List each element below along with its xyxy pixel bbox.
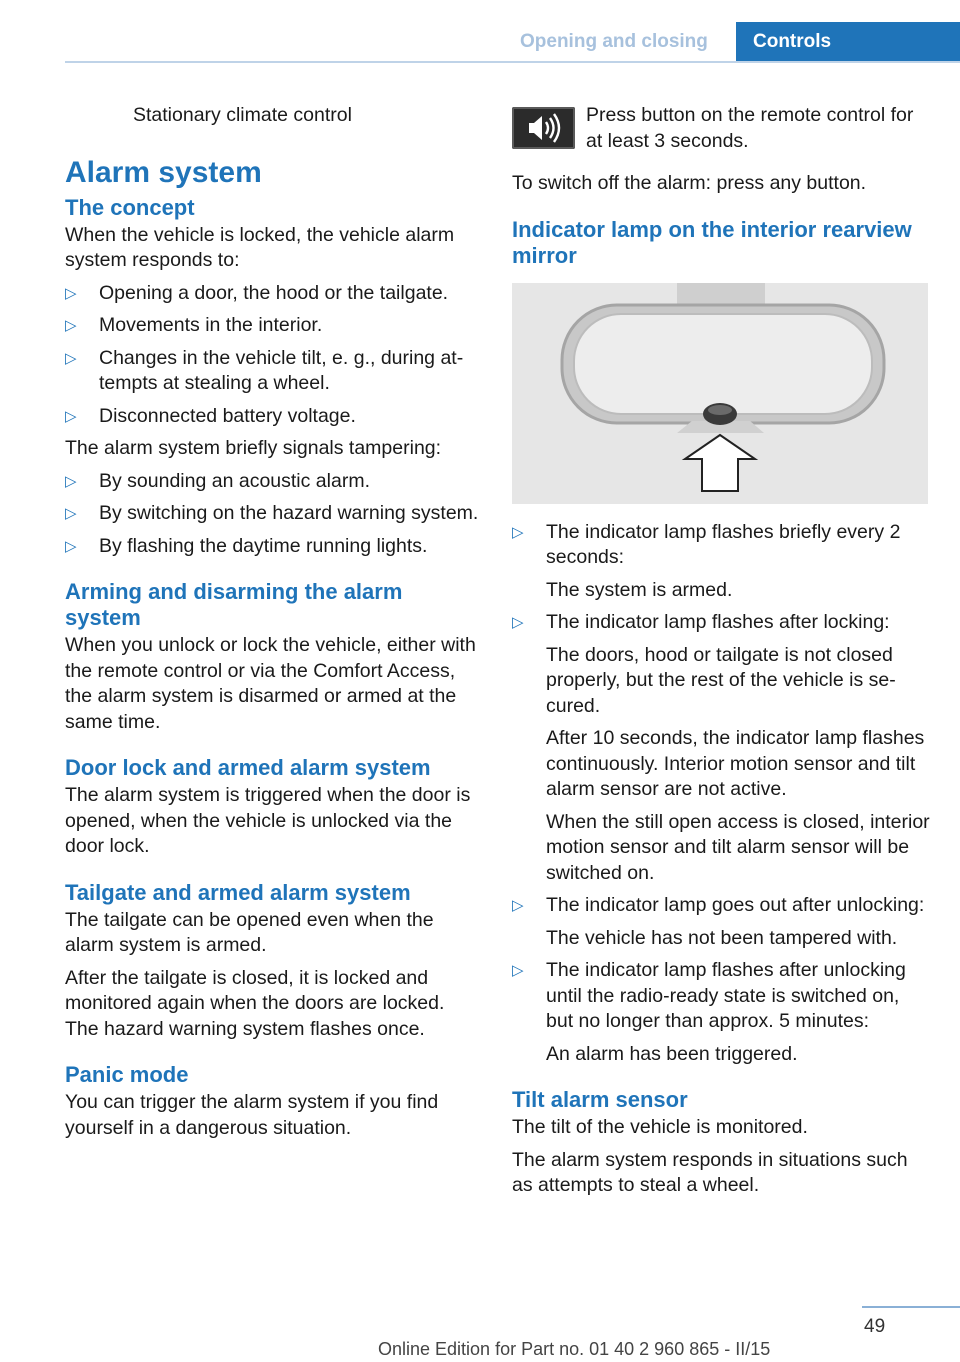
bullet-icon: ▷	[512, 614, 524, 631]
tailgate-text2: After the tailgate is closed, it is locked and monitored again when the doors are locked. The hazard warning system flashes once.	[65, 966, 445, 1040]
concept-heading: The concept	[65, 194, 195, 220]
list-item: ▷ Changes in the vehicle tilt, e. g., during attempts at stealing a wheel.	[65, 346, 464, 394]
header-tab	[736, 22, 960, 63]
intro-text: Stationary climate control	[133, 104, 352, 126]
tailgate-heading: Tailgate and armed alarm system	[65, 879, 411, 905]
list-item: ▷ Opening a door, the hood or the tailgate.	[65, 281, 481, 307]
concept-list	[65, 281, 481, 430]
speaker-icon	[512, 107, 575, 149]
bullet-icon: ▷	[65, 407, 77, 425]
header-rule	[65, 61, 960, 63]
bullet-icon: ▷	[65, 472, 77, 490]
left-column	[65, 103, 481, 1148]
edition-text: Online Edition for Part no. 01 40 2 960 865 - II/15	[378, 1339, 771, 1359]
rearview-mirror-image	[512, 283, 928, 504]
list-item: ▷ The indicator lamp flashes after unlocking until the radio-ready state is switched on, but no longer than approx. 5 minutes: An alarm has been triggered.	[512, 959, 906, 1065]
footer-rule	[862, 1306, 960, 1308]
button-note-text: Press button on the remote control for at least 3 seconds.	[586, 104, 914, 152]
button-note	[512, 103, 930, 157]
tilt-heading: Tilt alarm sensor	[512, 1087, 688, 1112]
arming-heading: Arming and disarming the alarm system	[65, 579, 403, 630]
page-number: 49	[864, 1316, 886, 1337]
concept-text2: The alarm system briefly signals tampering:	[65, 437, 442, 459]
bullet-icon: ▷	[512, 962, 524, 979]
panic-heading: Panic mode	[65, 1062, 189, 1087]
list-item: ▷ Disconnected battery voltage.	[65, 404, 481, 430]
page-title: Alarm system	[65, 155, 262, 189]
list-item: ▷ By flashing the daytime running lights.	[65, 534, 481, 560]
arming-text: When you unlock or lock the vehicle, either with the remote control or via the Comfort Access, the alarm system is disarmed or armed at the same time.	[65, 634, 476, 733]
bullet-icon: ▷	[512, 897, 524, 914]
list-item: ▷ The indicator lamp flashes after locking: The doors, hood or tailgate is not closed properly, but the rest of the vehicle is secured. After 10 seconds, the indicator lamp flashes continuously. Interior motion sensor and tilt alarm sensor are not active. When the still open access is closed, interior motion sensor and tilt alarm sensor will be switched on.	[512, 611, 930, 884]
panic-text: You can trigger the alarm system if you find yourself in a dangerous situation.	[65, 1091, 439, 1139]
doorlock-text: The alarm system is triggered when the door is opened, when the vehicle is unlocked via the door lock.	[65, 784, 471, 857]
bullet-icon: ▷	[65, 505, 77, 522]
bullet-icon: ▷	[65, 537, 77, 555]
tilt-text1: The tilt of the vehicle is monitored.	[512, 1116, 808, 1138]
right-column	[512, 103, 930, 1206]
header-tab-label: Controls	[753, 31, 832, 52]
indicator-list	[512, 520, 930, 1068]
doorlock-heading: Door lock and armed alarm system	[65, 755, 431, 780]
list-item: ▷ The indicator lamp goes out after unlocking: The vehicle has not been tampered with.	[512, 894, 925, 949]
tilt-text2: The alarm system responds in situations such as attempts to steal a wheel.	[512, 1148, 908, 1196]
list-item: ▷ By sounding an acoustic alarm.	[65, 469, 481, 495]
header-section-label: Opening and closing	[520, 31, 708, 52]
bullet-icon: ▷	[65, 317, 77, 334]
concept-text: When the vehicle is locked, the vehicle alarm system responds to:	[65, 223, 455, 271]
list-item: ▷ The indicator lamp flashes briefly every 2 seconds: The system is armed.	[512, 520, 901, 601]
bullet-icon: ▷	[512, 523, 524, 541]
indicator-heading: Indicator lamp on the interior rearview mirror	[512, 216, 912, 268]
tamper-list	[65, 469, 481, 560]
tailgate-text1: The tailgate can be opened even when the alarm system is armed.	[65, 908, 434, 956]
bullet-icon: ▷	[65, 284, 77, 302]
switch-off-text: To switch off the alarm: press any button.	[512, 172, 867, 194]
list-item: ▷ Movements in the interior.	[65, 313, 481, 339]
list-item: ▷ By switching on the hazard warning system.	[65, 501, 481, 527]
bullet-icon: ▷	[65, 349, 77, 367]
